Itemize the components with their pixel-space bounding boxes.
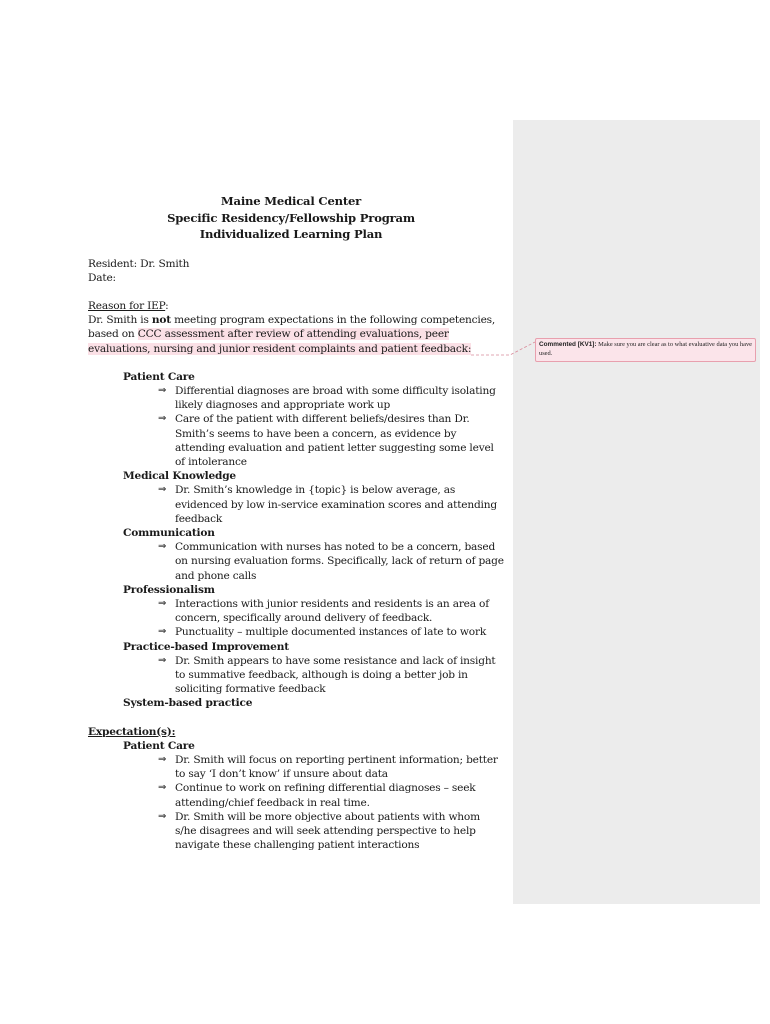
commented-text-highlight[interactable]: CCC assessment after review of attending evaluations, peer evaluations, nursing and junior resident complaints and patient feedback: xyxy=(88,328,472,355)
section-heading: Patient Care xyxy=(123,370,195,383)
section-heading: Practice-based Improvement xyxy=(123,640,289,653)
date-line: Date: xyxy=(88,271,116,284)
section-heading: Patient Care xyxy=(123,739,195,752)
bullet-text: Dr. Smith will be more objective about patients with whom s/he disagrees and will seek attending perspective to help navigate these challenging patient interactions xyxy=(175,810,480,852)
bullet-text: Differential diagnoses are broad with some difficulty isolating likely diagnoses and appropriate work up xyxy=(175,384,496,412)
reason-label: Reason for IEP xyxy=(88,299,166,312)
arrow-bullet-icon: ⇒ xyxy=(158,541,167,553)
comment-margin-pane xyxy=(513,120,760,904)
bullet-text: Care of the patient with different beliefs/desires than Dr. Smith’s seems to have been a concern, as evidence by attending evaluation and patient letter suggesting some level of intolerance xyxy=(175,413,494,468)
bullet-text: Continue to work on refining differential diagnoses – seek attending/chief feedback in real time. xyxy=(175,782,476,809)
comment-tag: Commented [KV1]: xyxy=(539,341,597,348)
bullet-list xyxy=(88,597,504,640)
reason-heading xyxy=(88,299,504,313)
section-heading: Medical Knowledge xyxy=(123,470,236,483)
bullet-item xyxy=(88,483,504,526)
reason-text-bold: not xyxy=(151,314,171,327)
expectations-list xyxy=(88,739,504,853)
arrow-bullet-icon: ⇒ xyxy=(158,810,167,822)
reason-text-mid: meeting program expectations in the following competencies, based on xyxy=(88,314,496,341)
bullet-item xyxy=(88,781,504,809)
document-body[interactable] xyxy=(88,193,504,852)
bullet-item xyxy=(88,625,504,639)
comment-balloon[interactable] xyxy=(535,338,756,362)
bullet-text: Dr. Smith’s knowledge in {topic} is below average, as evidenced by low in-service examination scores and attending feedback xyxy=(175,484,497,525)
arrow-bullet-icon: ⇒ xyxy=(158,654,167,666)
bullet-list xyxy=(88,384,504,469)
section-heading: System-based practice xyxy=(123,697,253,710)
reason-text-pre: Dr. Smith is xyxy=(88,314,152,327)
section-heading: Professionalism xyxy=(123,583,215,596)
bullet-text: Dr. Smith will focus on reporting pertinent information; better to say ‘I don’t know’ if unsure about data xyxy=(175,754,498,781)
bullet-item xyxy=(88,753,504,781)
bullet-list xyxy=(88,483,504,526)
expectations-heading: Expectation(s): xyxy=(88,725,176,738)
bullet-text: Dr. Smith appears to have some resistance and lack of insight to summative feedback, although is doing a better job in soliciting formative feedback xyxy=(175,654,496,696)
bullet-text: Communication with nurses has noted to be a concern, based on nursing evaluation forms. Specifically, lack of return of page and phone calls xyxy=(175,541,504,582)
title-line-3: Individualized Learning Plan xyxy=(199,227,383,241)
arrow-bullet-icon: ⇒ xyxy=(158,384,167,396)
arrow-bullet-icon: ⇒ xyxy=(158,413,167,425)
arrow-bullet-icon: ⇒ xyxy=(158,484,167,496)
bullet-list xyxy=(88,540,504,583)
arrow-bullet-icon: ⇒ xyxy=(158,597,167,609)
section-heading: Communication xyxy=(123,526,215,539)
arrow-bullet-icon: ⇒ xyxy=(158,754,167,765)
bullet-item xyxy=(88,412,504,469)
bullet-list xyxy=(88,753,504,852)
reason-colon: : xyxy=(165,299,169,312)
bullet-item xyxy=(88,810,504,853)
bullet-text: Punctuality – multiple documented instances of late to work xyxy=(175,626,487,639)
title-line-2: Specific Residency/Fellowship Program xyxy=(167,210,415,225)
bullet-item xyxy=(88,384,504,412)
bullet-list xyxy=(88,654,504,697)
bullet-item xyxy=(88,654,504,697)
comment-text: Make sure you are clear as to what evaluative data you have used. xyxy=(539,341,752,357)
arrow-bullet-icon: ⇒ xyxy=(158,782,167,794)
arrow-bullet-icon: ⇒ xyxy=(158,626,167,638)
competencies-list xyxy=(88,370,504,711)
reason-paragraph xyxy=(88,313,504,356)
bullet-item xyxy=(88,597,504,625)
bullet-item xyxy=(88,540,504,583)
bullet-text: Interactions with junior residents and residents is an area of concern, specifically around delivery of feedback. xyxy=(175,597,489,625)
title-line-1: Maine Medical Center xyxy=(220,194,362,208)
resident-line: Resident: Dr. Smith xyxy=(88,257,190,270)
document-title xyxy=(78,193,504,243)
